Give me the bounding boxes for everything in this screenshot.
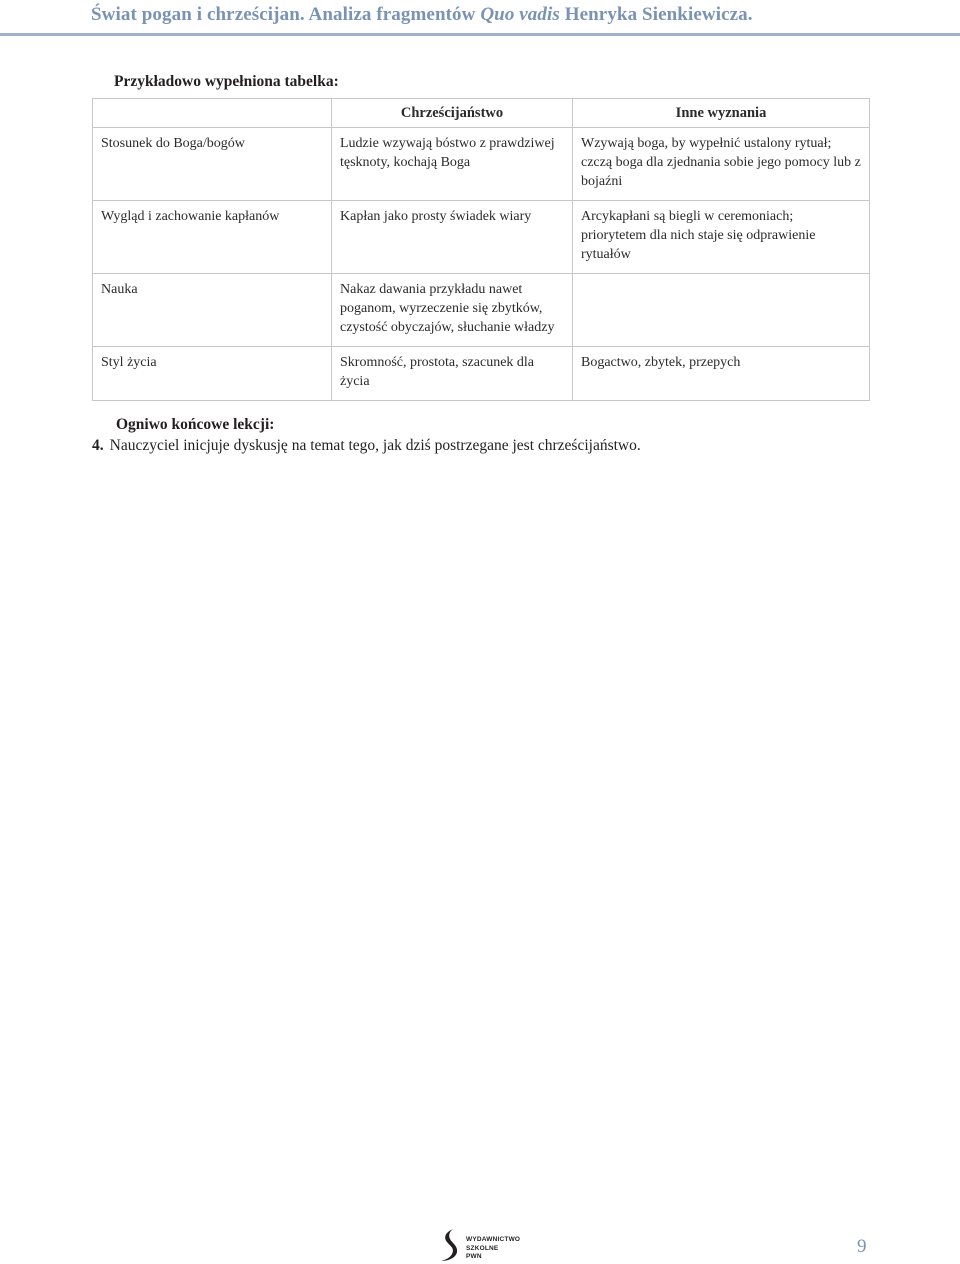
page-number: 9 [857, 1236, 867, 1257]
logo-text-line3: PWN [466, 1253, 482, 1260]
row-label: Wygląd i zachowanie kapłanów [93, 201, 332, 274]
header-cell-empty [93, 99, 332, 128]
row-label: Stosunek do Boga/bogów [93, 128, 332, 201]
logo-text-line1: WYDAWNICTWO [466, 1236, 521, 1243]
logo-text-line2: SZKOLNE [466, 1244, 499, 1252]
cell-other-faiths: Wzywają boga, by wypełnić ustalony rytuał; czczą boga dla zjednania sobie jego pomocy lub z bojaźni [573, 128, 870, 201]
comparison-table [92, 98, 870, 401]
row-label: Nauka [93, 274, 332, 347]
table-row [93, 347, 870, 401]
cell-christianity: Kapłan jako prosty świadek wiary [332, 201, 573, 274]
table-row [93, 128, 870, 201]
table-row [93, 201, 870, 274]
cell-other-faiths [573, 274, 870, 347]
cell-other-faiths: Bogactwo, zbytek, przepych [573, 347, 870, 401]
closing-list-item [92, 437, 641, 455]
header-cell-christianity: Chrześcijaństwo [332, 99, 573, 128]
header-title-italic: Quo vadis [480, 4, 560, 25]
cell-christianity: Ludzie wzywają bóstwo z prawdziwej tęsknoty, kochają Boga [332, 128, 573, 201]
header-cell-other-faiths: Inne wyznania [573, 99, 870, 128]
cell-other-faiths: Arcykapłani są biegli w ceremoniach; priorytetem dla nich staje się odprawienie rytuałów [573, 201, 870, 274]
cell-christianity: Skromność, prostota, szacunek dla życia [332, 347, 573, 401]
closing-section-title: Ogniwo końcowe lekcji: [116, 416, 275, 433]
publisher-logo [438, 1228, 520, 1262]
header-title-part2: Henryka Sienkiewicza. [559, 4, 753, 25]
publisher-logo-icon [438, 1228, 462, 1262]
closing-item-number: 4. [92, 437, 104, 454]
page-header-title [91, 4, 931, 26]
table-header-row [93, 99, 870, 128]
table-row [93, 274, 870, 347]
cell-christianity: Nakaz dawania przykładu nawet poganom, wyrzeczenie się zbytków, czystość obyczajów, słuchanie władzy [332, 274, 573, 347]
table-intro-heading: Przykładowo wypełniona tabelka: [114, 73, 339, 90]
row-label: Styl życia [93, 347, 332, 401]
header-title-part1: Świat pogan i chrześcijan. Analiza fragmentów [91, 4, 481, 25]
closing-item-text: Nauczyciel inicjuje dyskusję na temat tego, jak dziś postrzegane jest chrześcijaństwo. [109, 437, 641, 454]
header-rule [0, 33, 960, 36]
